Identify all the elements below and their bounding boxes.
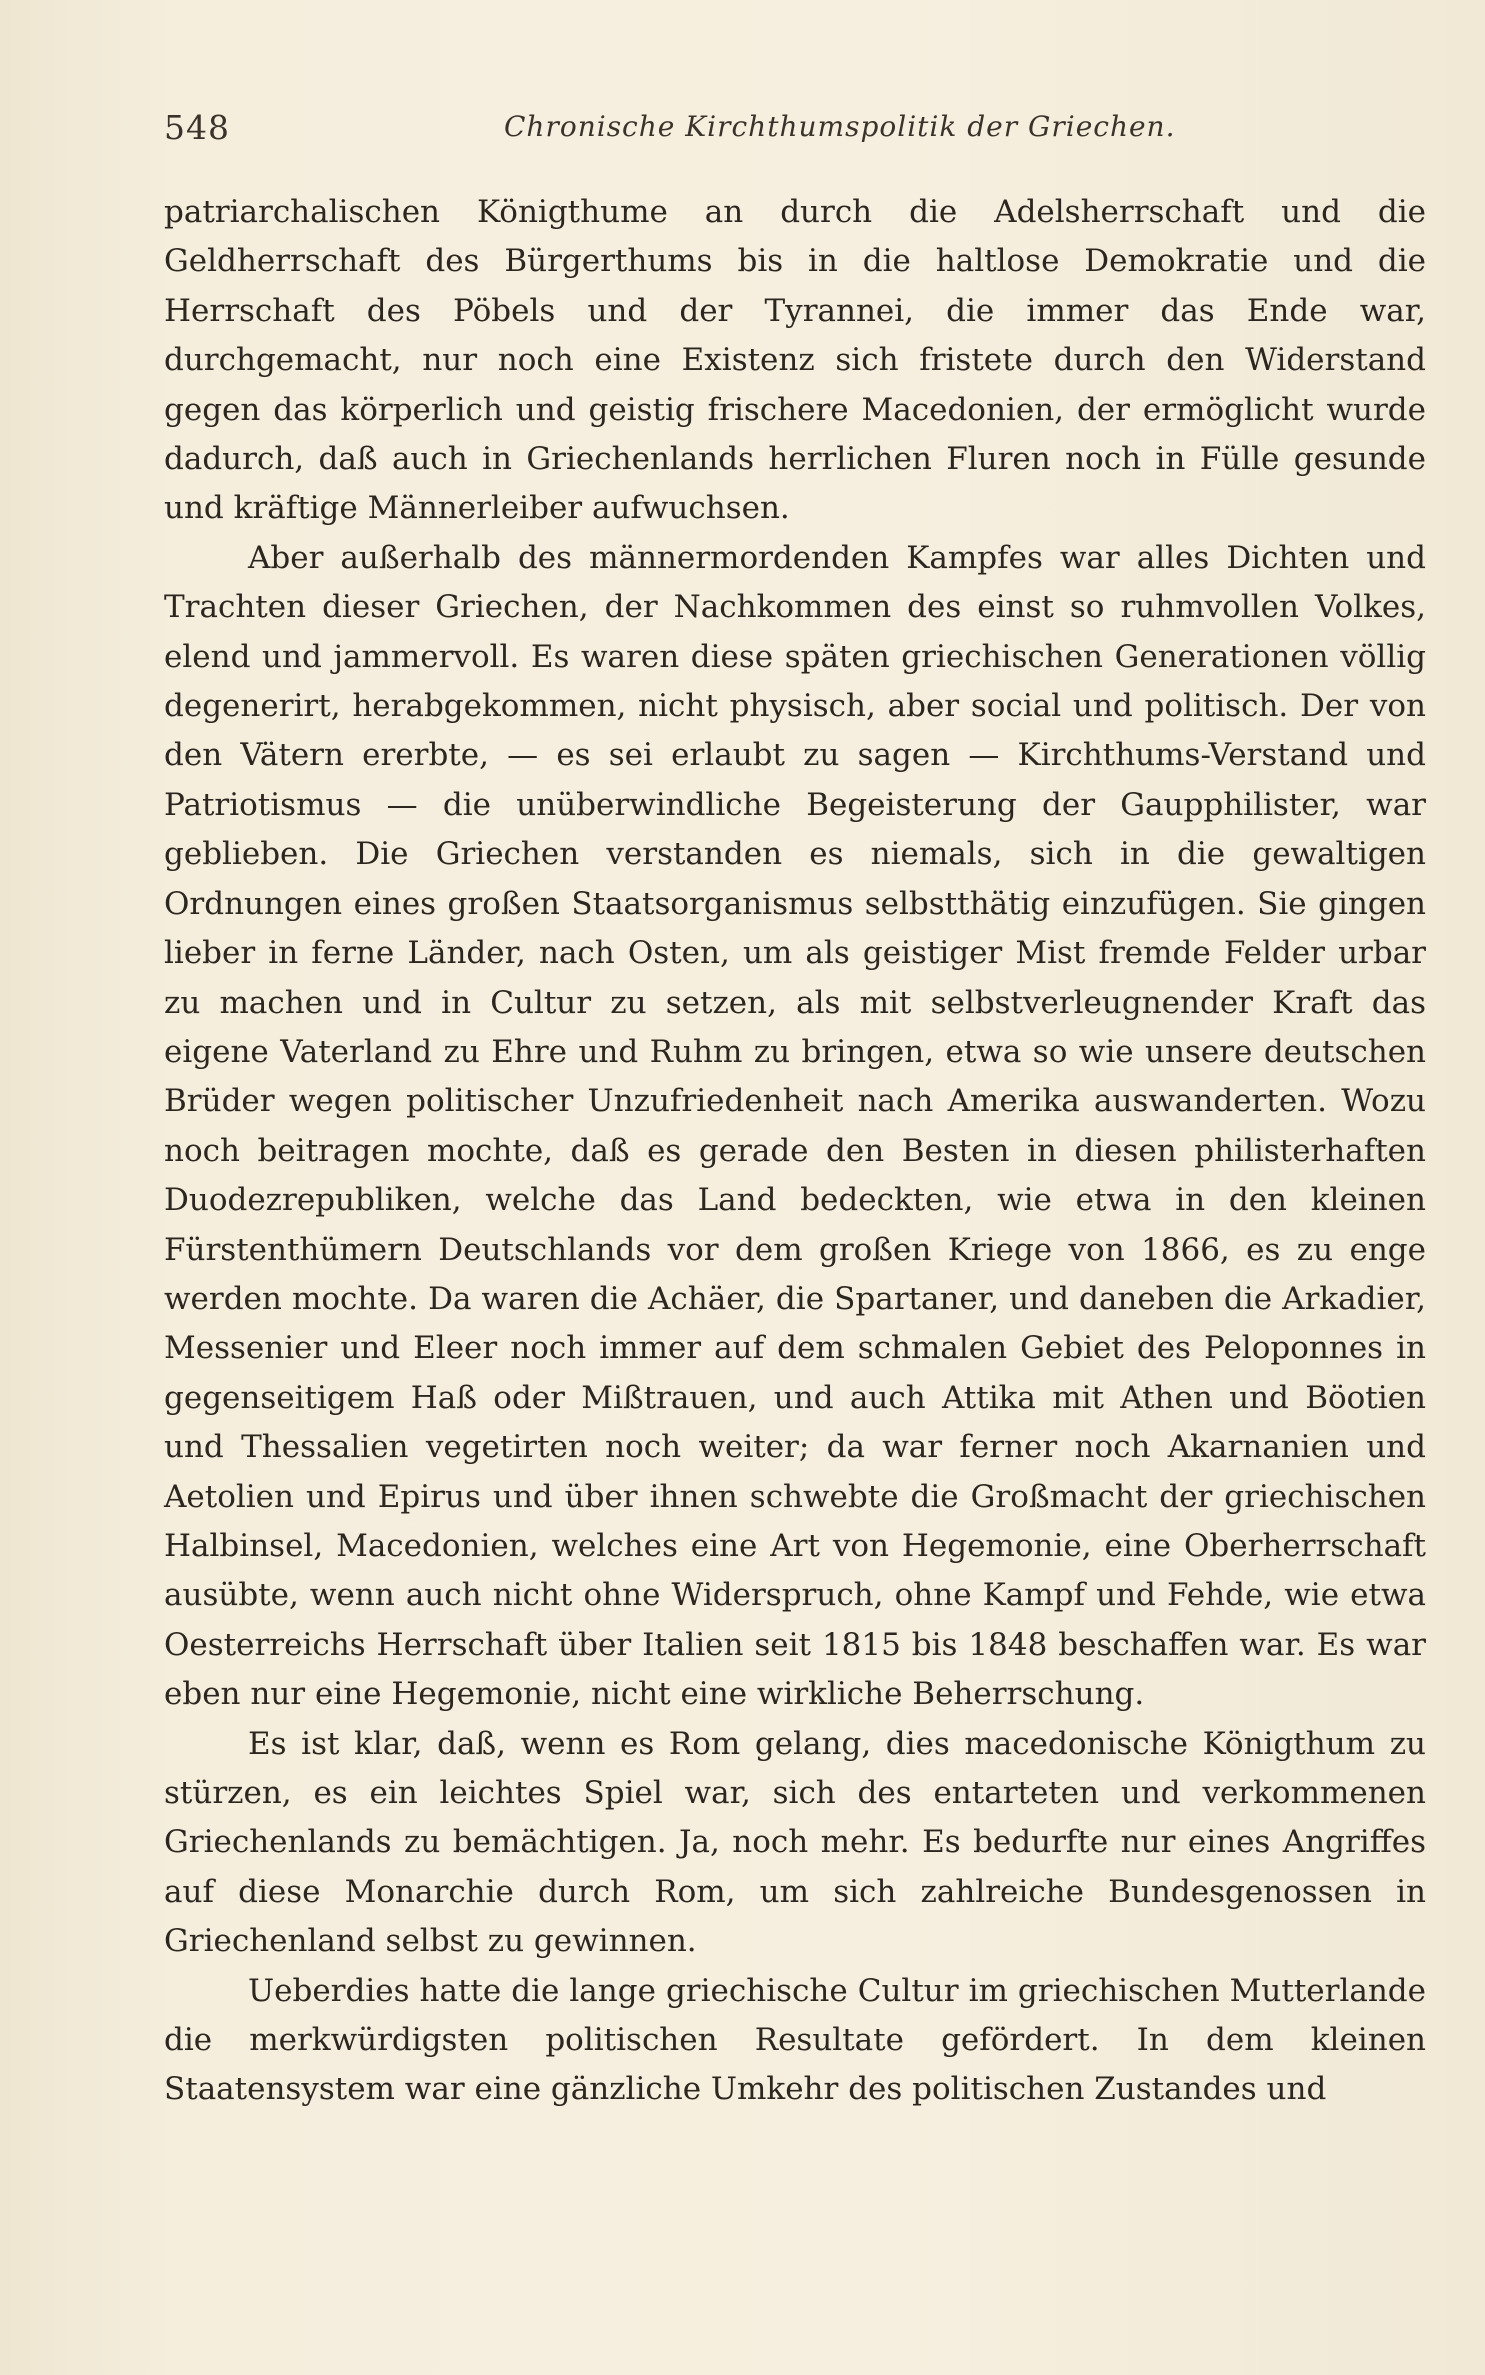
running-head <box>164 108 1424 158</box>
paragraph-2: Aber außerhalb des männermordenden Kampfes war alles Dichten und Trachten dieser Griechen, der Nachkommen des einst so ruhmvollen Volkes, elend und jammervoll. Es waren diese späten griechischen Generationen völlig degenerirt, herabgekommen, nicht physisch, aber social und politisch. Der von den Vätern ererbte, — es sei erlaubt zu sagen — Kirchthums-Verstand und Patriotismus — die unüberwindliche Begeisterung der Gaupphilister, war geblieben. Die Griechen verstanden es niemals, sich in die gewaltigen Ordnungen eines großen Staatsorganismus selbstthätig einzufügen. Sie gingen lieber in ferne Länder, nach Osten, um als geistiger Mist fremde Felder urbar zu machen und in Cultur zu setzen, als mit selbstverleugnender Kraft das eigene Vaterland zu Ehre und Ruhm zu bringen, etwa so wie unsere deutschen Brüder wegen politischer Unzufriedenheit nach Amerika auswanderten. Wozu noch beitragen mochte, daß es gerade den Besten in diesen philisterhaften Duodezrepubliken, welche das Land bedeckten, wie etwa in den kleinen Fürstenthümern Deutschlands vor dem großen Kriege von 1866, es zu enge werden mochte. Da waren die Achäer, die Spartaner, und daneben die Arkadier, Messenier und Eleer noch immer auf dem schmalen Gebiet des Peloponnes in gegenseitigem Haß oder Mißtrauen, und auch Attika mit Athen und Böotien und Thessalien vegetirten noch weiter; da war ferner noch Akarnanien und Aetolien und Epirus und über ihnen schwebte die Großmacht der griechischen Halbinsel, Macedonien, welches eine Art von Hegemonie, eine Oberherrschaft ausübte, wenn auch nicht ohne Widerspruch, ohne Kampf und Fehde, wie etwa Oesterreichs Herrschaft über Italien seit 1815 bis 1848 beschaffen war. Es war eben nur eine Hegemonie, nicht eine wirkliche Beherrschung. <box>164 539 1426 1713</box>
running-title: Chronische Kirchthumspolitik der Griechen. <box>504 110 1176 143</box>
paragraph-1: patriarchalischen Königthume an durch die Adelsherrschaft und die Geldherrschaft des Bürgerthums bis in die haltlose Demokratie und die Herrschaft des Pöbels und der Tyrannei, die immer das Ende war, durchgemacht, nur noch eine Existenz sich fristete durch den Widerstand gegen das körperlich und geistig frischere Macedonien, der ermöglicht wurde dadurch, daß auch in Griechenlands herrlichen Fluren noch in Fülle gesunde und kräftige Männerleiber aufwuchsen. <box>164 194 1426 527</box>
body-text <box>164 188 1426 2115</box>
page-number: 548 <box>164 108 230 147</box>
paragraph-3: Es ist klar, daß, wenn es Rom gelang, dies macedonische Königthum zu stürzen, es ein leichtes Spiel war, sich des entarteten und verkommenen Griechenlands zu bemächtigen. Ja, noch mehr. Es bedurfte nur eines Angriffes auf diese Monarchie durch Rom, um sich zahlreiche Bundesgenossen in Griechenland selbst zu gewinnen. <box>164 1725 1426 1960</box>
paragraph-4: Ueberdies hatte die lange griechische Cultur im griechischen Mutterlande die merkwürdigsten politischen Resultate gefördert. In dem kleinen Staatensystem war eine gänzliche Umkehr des politischen Zustandes und <box>164 1972 1426 2108</box>
